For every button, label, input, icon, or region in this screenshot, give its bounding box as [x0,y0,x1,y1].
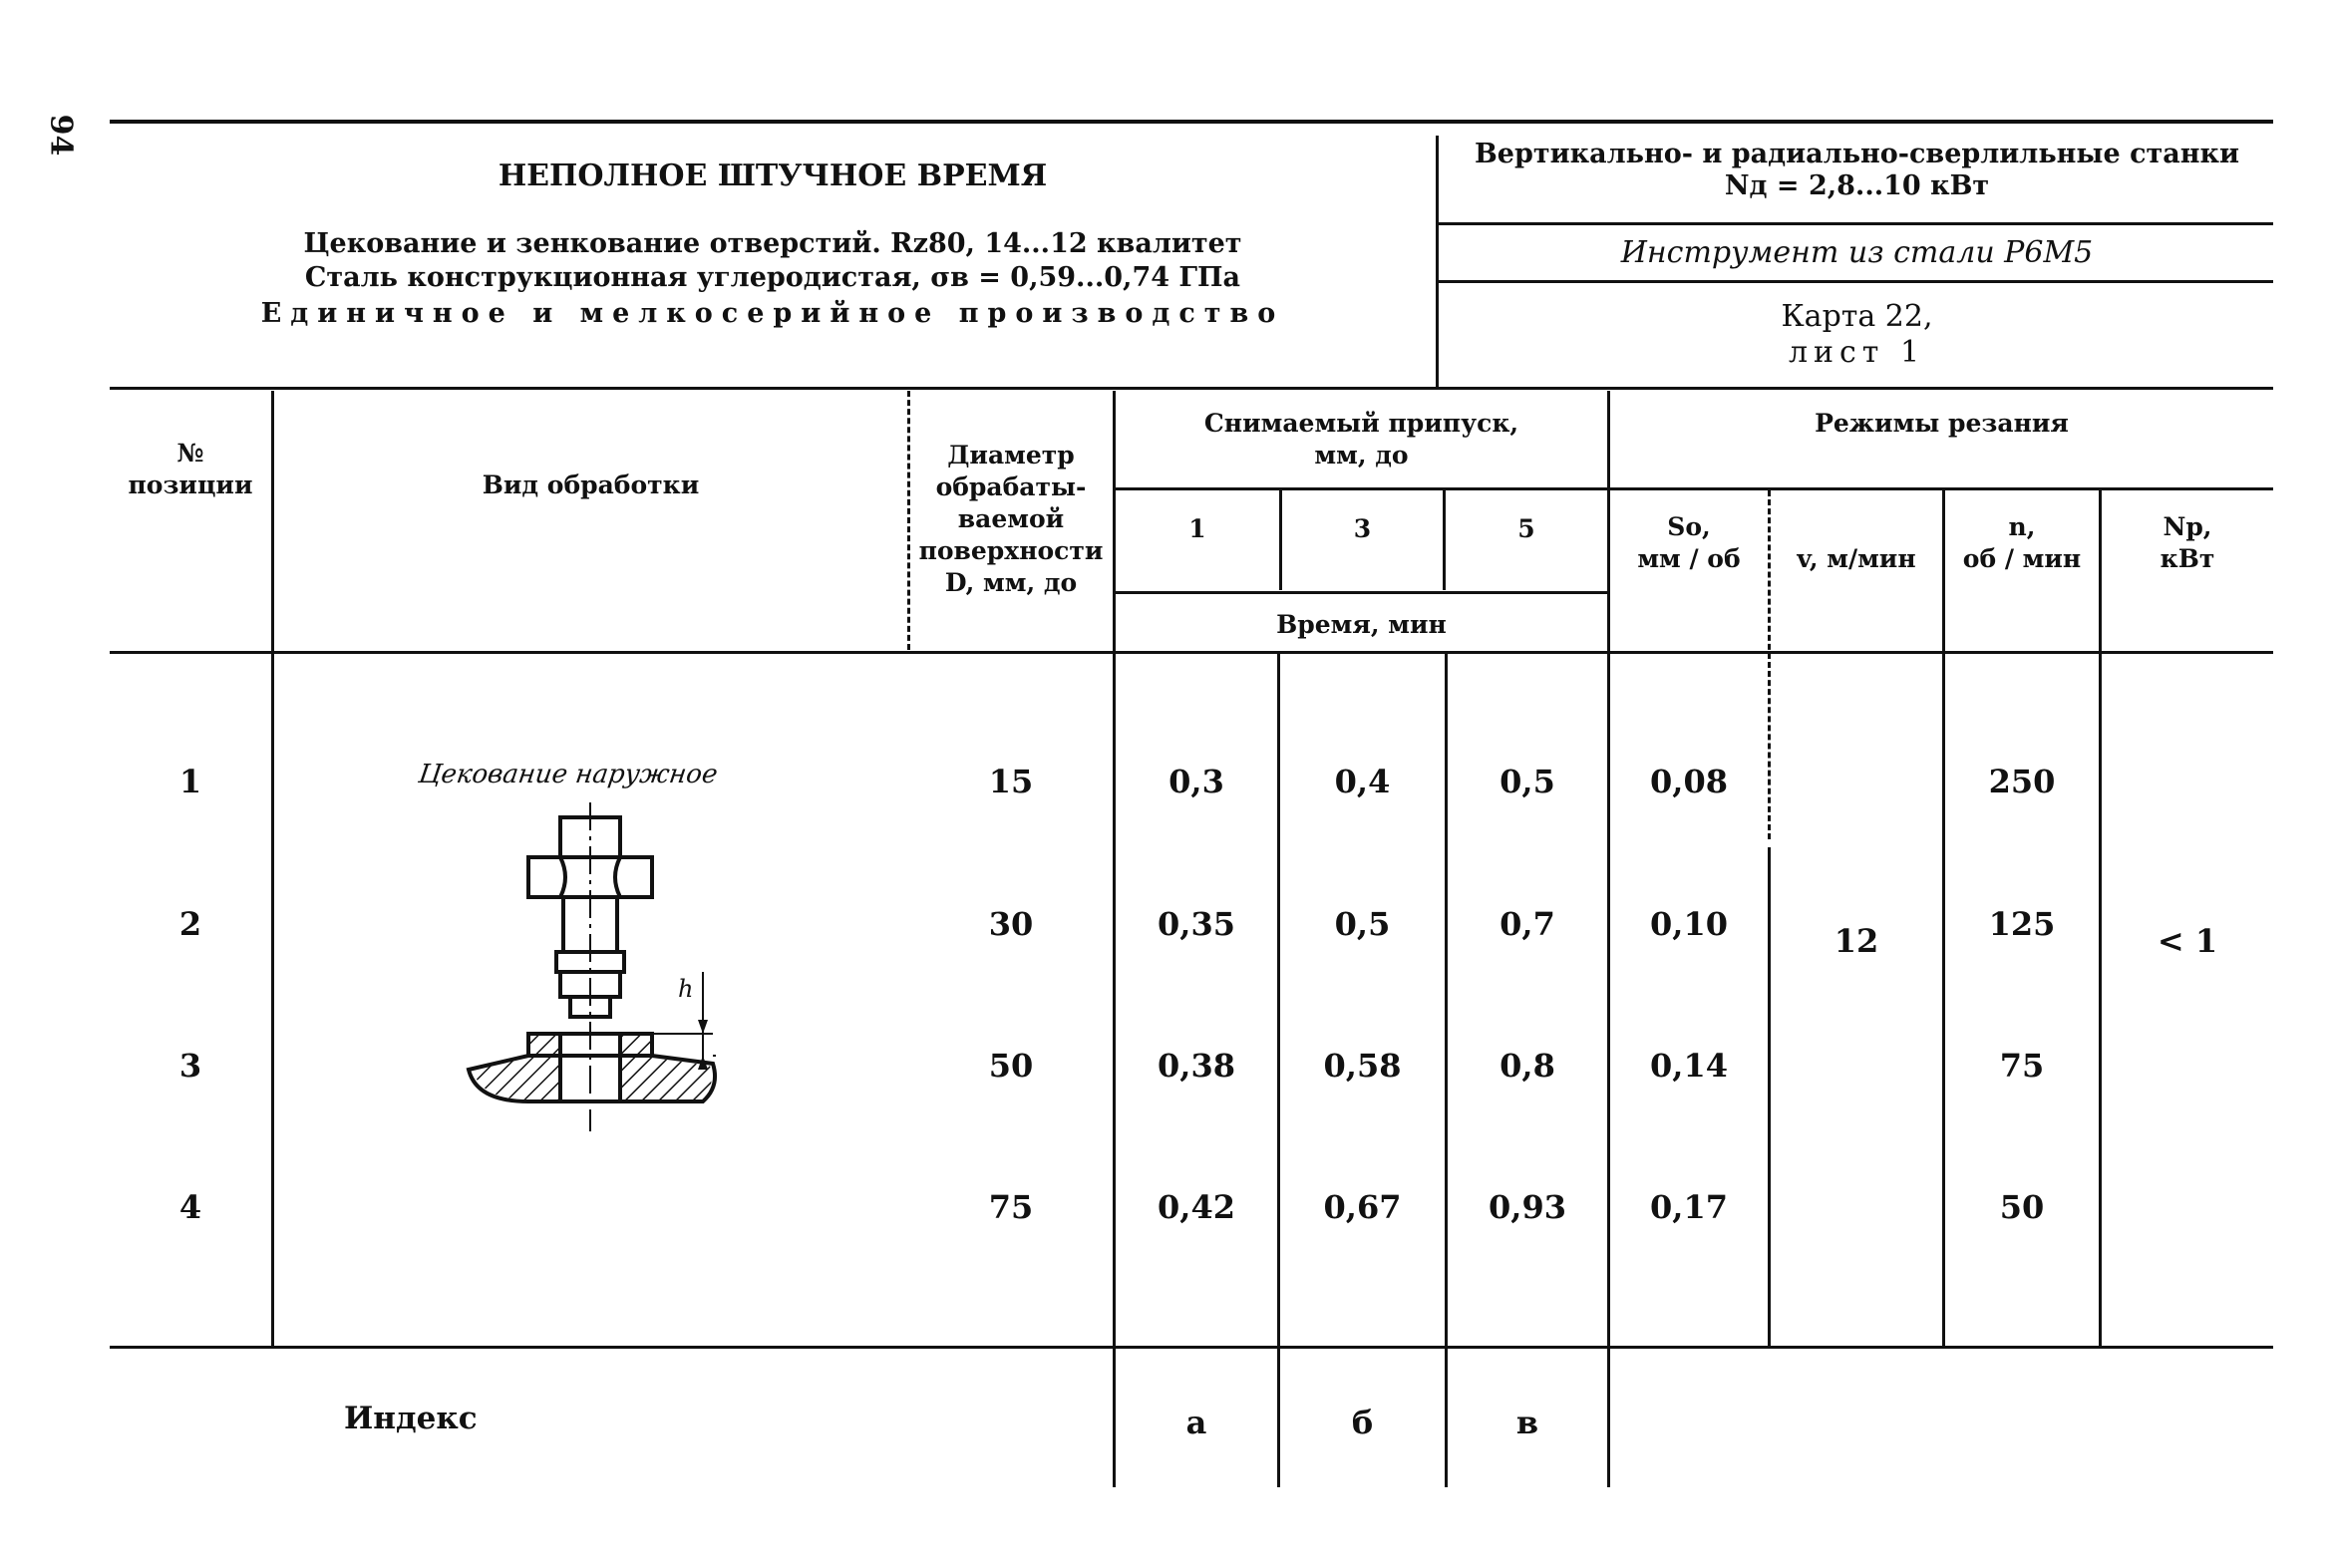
cell-diameter: 50 [988,1047,1034,1085]
page-number: 94 [43,114,79,157]
cell-time-allow-5: 0,5 [1500,763,1555,800]
cell-time-allow-3: 0,5 [1334,905,1391,943]
col-header-n-1: n, [2008,512,2036,541]
index-a: а [1185,1404,1207,1441]
col-header-diam-1: Диаметр [947,441,1075,470]
cell-time-allow-5: 0,7 [1500,905,1555,943]
doc-title: НЕПОЛНОЕ ШТУЧНОЕ ВРЕМЯ [498,158,1048,193]
cell-time-allow-1: 0,42 [1158,1188,1235,1226]
cell-time-allow-3: 0,67 [1323,1188,1402,1226]
cell-rpm: 75 [1999,1047,2045,1085]
doc-subtitle-3: Единичное и мелкосерийное производство [260,298,1285,329]
figure-caption: Цекование наружное [416,760,720,789]
table-body-bottom-rule [110,1346,2273,1349]
table-top-rule [110,387,2273,390]
figure-dimension-h: h [678,975,694,1003]
cell-time-allow-1: 0,38 [1158,1047,1235,1085]
cell-np-value: < 1 [2157,922,2218,960]
index-label: Индекс [344,1401,478,1436]
col-line-pos [271,391,274,1346]
cell-time-allow-5: 0,93 [1489,1188,1566,1226]
cell-v-value: 12 [1834,922,1879,960]
table-header-bottom-rule [110,651,2273,654]
header-rule-1 [1439,222,2273,225]
col-header-time: Время, мин [1276,610,1447,639]
index-b: б [1351,1404,1374,1441]
col-header-modes: Режимы резания [1815,409,2069,438]
cell-diameter: 75 [988,1188,1034,1226]
cell-pos: 1 [178,763,202,800]
col-header-diam-4: поверхности [918,536,1104,565]
cell-diameter: 30 [988,905,1034,943]
cell-time-allow-1: 0,35 [1158,905,1235,943]
top-rule [110,120,2273,124]
card-sheet: лист 1 [1788,335,1926,370]
col-header-allow-val-5: 5 [1517,514,1535,543]
col-header-np-1: Nр, [2163,512,2212,541]
doc-subtitle-2: Сталь конструкционная углеродистая, σв = 0,59...0,74 ГПа [304,262,1241,293]
col-header-allow-2: мм, до [1314,441,1409,470]
col-header-diam-3: ваемой [957,504,1065,533]
cell-feed: 0,08 [1650,763,1728,800]
machines-line-2: Nд = 2,8...10 кВт [1724,170,1990,201]
col-header-v: v, м/мин [1797,544,1916,573]
cell-time-allow-3: 0,58 [1323,1047,1402,1085]
col-header-allow-1: Снимаемый припуск, [1203,409,1519,438]
cell-rpm: 125 [1988,905,2056,943]
cell-time-allow-3: 0,4 [1334,763,1391,800]
col-header-diam-2: обрабаты- [935,472,1087,501]
index-v: в [1515,1404,1539,1441]
cell-pos: 3 [178,1047,202,1085]
cell-time-allow-1: 0,3 [1168,763,1224,800]
machines-line-1: Вертикально- и радиально-сверлильные станки [1474,139,2240,169]
col-header-allow-val-3: 3 [1353,514,1372,543]
cell-rpm: 50 [1999,1188,2045,1226]
doc-subtitle-1: Цекование и зенкование отверстий. Rz80, 14...12 квалитет [303,228,1242,259]
header-divider [1436,136,1439,387]
col-header-s-1: Sо, [1667,512,1711,541]
col-header-n-2: об / мин [1962,544,2082,573]
cell-rpm: 250 [1988,763,2056,800]
col-header-s-2: мм / об [1637,544,1741,573]
col-header-np-2: кВт [2160,544,2215,573]
cell-time-allow-5: 0,8 [1500,1047,1555,1085]
col-line-s [1768,490,1771,839]
header-rule-2 [1439,280,2273,283]
card-number: Карта 22, [1781,299,1933,334]
col-header-diam-5: D, мм, до [944,568,1078,597]
cell-diameter: 15 [988,763,1034,800]
col-header-allow-val-1: 1 [1188,514,1206,543]
counterbore-drawing [449,802,748,1141]
cell-feed: 0,10 [1650,905,1728,943]
cell-feed: 0,14 [1650,1047,1728,1085]
cell-feed: 0,17 [1650,1188,1728,1226]
tool-label: Инструмент из стали Р6М5 [1620,235,2094,270]
cell-pos: 4 [178,1188,202,1226]
col-header-type: Вид обработки [482,470,700,499]
time-header-rule [1113,591,1607,594]
cell-pos: 2 [178,905,202,943]
col-header-pos-1: № [176,439,204,468]
col-header-pos-2: позиции [128,470,253,499]
col-line-n [2099,490,2102,1346]
